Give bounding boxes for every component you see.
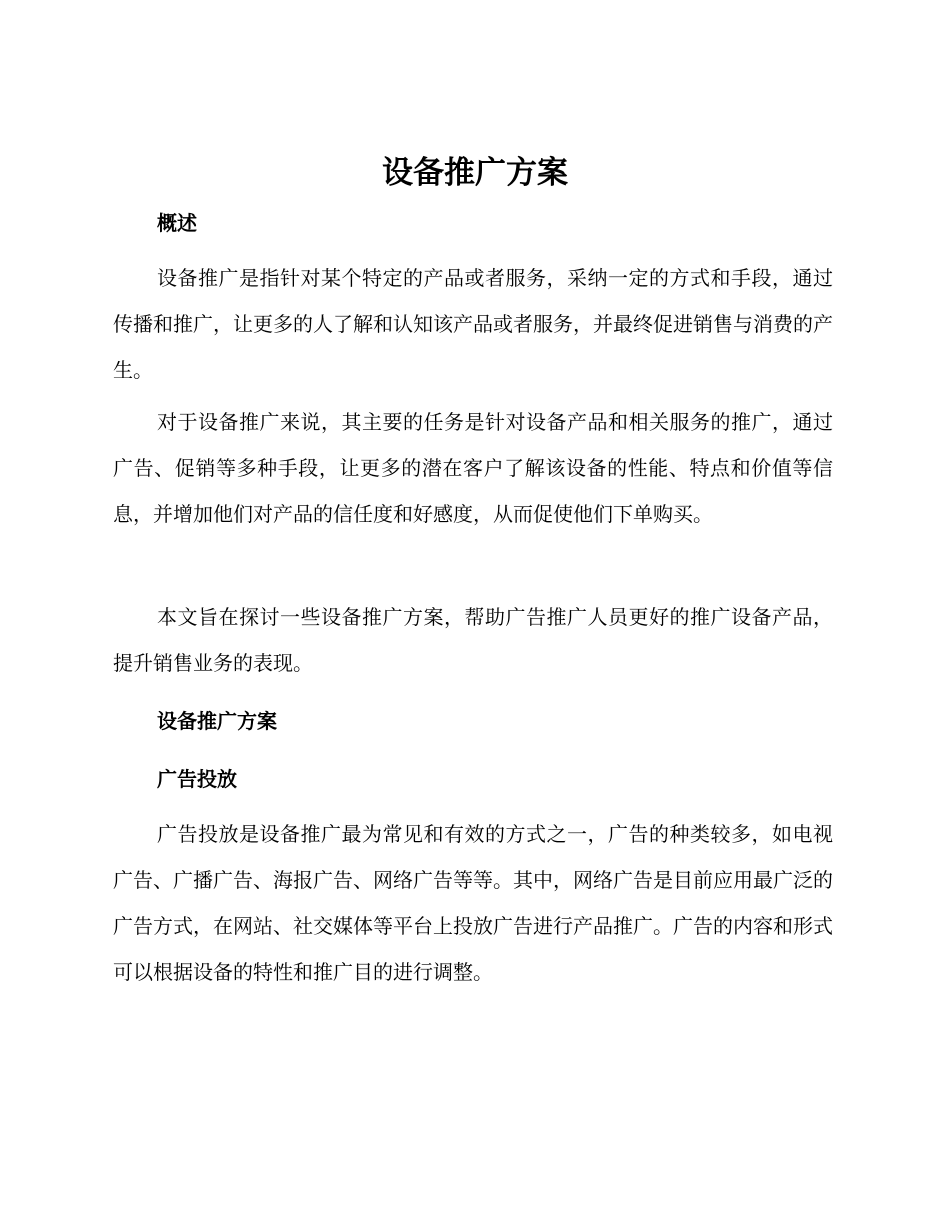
paragraph: 本文旨在探讨一些设备推广方案，帮助广告推广人员更好的推广设备产品，提升销售业务的表现。: [113, 605, 833, 675]
paragraph: 设备推广是指针对某个特定的产品或者服务，采纳一定的方式和手段，通过传播和推广，让更多的人了解和认知该产品或者服务，并最终促进销售与消费的产生。: [113, 266, 833, 382]
section-heading-overview: 概述: [157, 211, 197, 235]
document-title: 设备推广方案: [382, 155, 568, 191]
paragraph: 广告投放是设备推广最为常见和有效的方式之一，广告的种类较多，如电视广告、广播广告、海报广告、网络广告等等。其中，网络广告是目前应用最广泛的广告方式，在网站、社交媒体等平台上投放广告进行产品推广。广告的内容和形式可以根据设备的特性和推广目的进行调整。: [113, 822, 833, 984]
paragraph: 对于设备推广来说，其主要的任务是针对设备产品和相关服务的推广，通过广告、促销等多种手段，让更多的潜在客户了解该设备的性能、特点和价值等信息，并增加他们对产品的信任度和好感度，从而促使他们下单购买。: [113, 410, 833, 526]
section-heading-promotion-plan: 设备推广方案: [157, 709, 277, 733]
section-heading-advertising: 广告投放: [157, 767, 237, 791]
